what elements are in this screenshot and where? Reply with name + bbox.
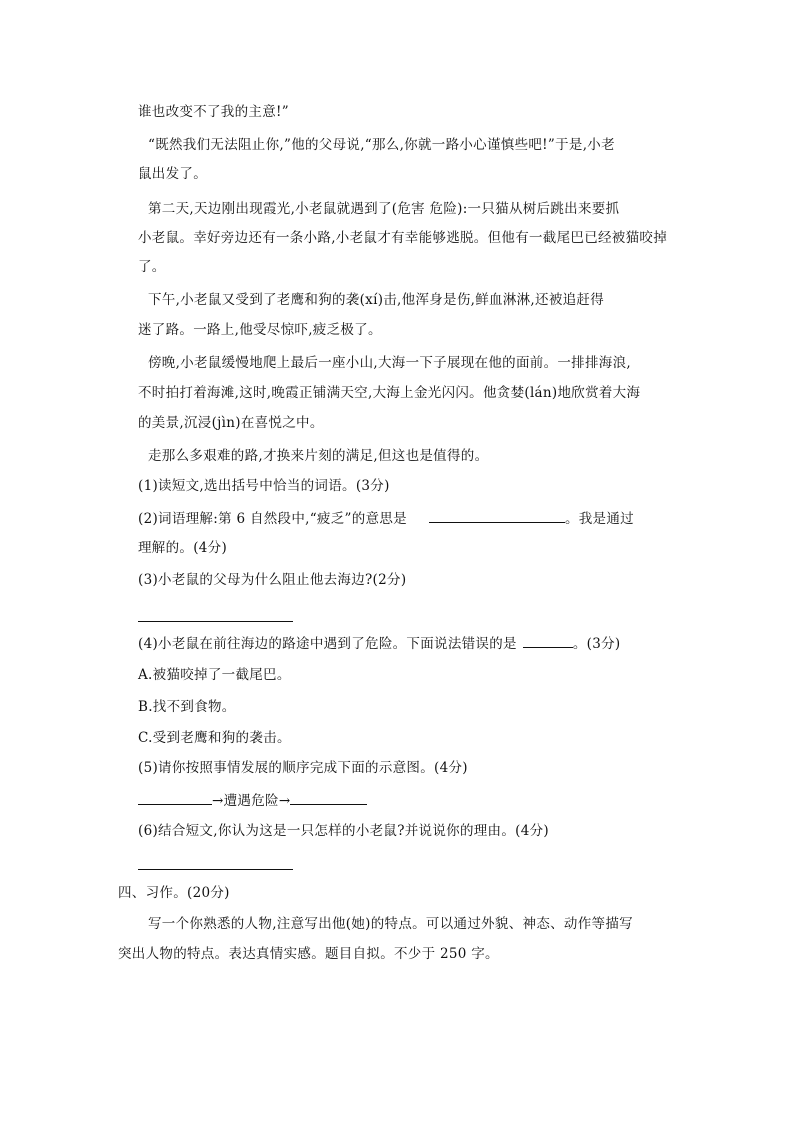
- story-paragraph-5-line-1: 走那么多艰难的路,才换来片刻的满足,但这也是值得的。: [148, 448, 489, 464]
- arrow-right-icon: →: [278, 793, 291, 809]
- question-4-prompt: (4)小老鼠在前往海边的路途中遇到了危险。下面说法错误的是: [138, 636, 517, 652]
- diagram-step-1-blank[interactable]: [138, 790, 212, 805]
- story-paragraph-2-line-1: 第二天,天边刚出现霞光,小老鼠就遇到了(危害 危险):一只猫从树后跳出来要抓: [148, 201, 620, 217]
- question-3-answer-line[interactable]: [138, 621, 293, 622]
- story-paragraph-4-line-1: 傍晚,小老鼠缓慢地爬上最后一座小山,大海一下子展现在他的面前。一排排海浪,: [148, 355, 631, 371]
- story-paragraph-0-line-1: 谁也改变不了我的主意!”: [138, 104, 289, 120]
- question-2-answer-blank[interactable]: [429, 508, 565, 523]
- story-paragraph-4-line-2: 不时拍打着海滩,这时,晚霞正铺满天空,大海上金光闪闪。他贪婪(lán)地欣赏着大海: [138, 385, 641, 401]
- story-paragraph-3-line-1: 下午,小老鼠又受到了老鹰和狗的袭(xí)击,他浑身是伤,鲜血淋淋,还被追赶得: [148, 292, 605, 308]
- question-4-option-c: C.受到老鹰和狗的袭击。: [138, 730, 291, 746]
- section-4-instructions-line-2: 突出人物的特点。表达真情实感。题目自拟。不少于 250 字。: [118, 946, 499, 962]
- question-4-suffix: 。(3分): [572, 636, 621, 652]
- section-4-instructions-line-1: 写一个你熟悉的人物,注意写出他(她)的特点。可以通过外貌、神态、动作等描写: [148, 916, 633, 932]
- question-4: [138, 633, 620, 654]
- question-4-option-b: B.找不到食物。: [138, 699, 236, 715]
- story-paragraph-4-line-3: 的美景,沉浸(jìn)在喜悦之中。: [138, 415, 324, 431]
- story-paragraph-2-line-3: 了。: [138, 259, 166, 275]
- question-4-option-a: A.被猫咬掉了一截尾巴。: [138, 667, 291, 683]
- question-5: (5)请你按照事情发展的顺序完成下面的示意图。(4分): [138, 760, 468, 776]
- question-5-diagram: [138, 790, 367, 811]
- question-2-line-2: 理解的。(4分): [138, 540, 228, 556]
- story-paragraph-3-line-2: 迷了路。一路上,他受尽惊吓,疲乏极了。: [138, 322, 382, 338]
- story-paragraph-1-line-2: 鼠出发了。: [138, 166, 207, 182]
- question-1: (1)读短文,选出括号中恰当的词语。(3分): [138, 478, 390, 494]
- question-4-answer-blank[interactable]: [523, 633, 573, 648]
- question-6-answer-line[interactable]: [138, 869, 293, 870]
- question-3: (3)小老鼠的父母为什么阻止他去海边?(2分): [138, 572, 407, 588]
- diagram-step-3-blank[interactable]: [290, 790, 367, 805]
- question-2-prompt: (2)词语理解:第 6 自然段中,“疲乏”的意思是: [138, 511, 407, 527]
- arrow-right-icon: →: [212, 793, 224, 809]
- story-paragraph-1-line-1: “既然我们无法阻止你,”他的父母说,“那么,你就一路小心谨慎些吧!”于是,小老: [148, 137, 615, 153]
- diagram-step-2: 遭遇危险: [223, 793, 279, 809]
- question-2-suffix: 。我是通过: [564, 511, 634, 527]
- section-4-heading: 四、习作。(20分): [118, 885, 230, 901]
- story-paragraph-2-line-2: 小老鼠。幸好旁边还有一条小路,小老鼠才有幸能够逃脱。但他有一截尾巴已经被猫咬掉: [138, 230, 667, 246]
- question-2-line-1: [138, 508, 634, 529]
- question-6: (6)结合短文,你认为这是一只怎样的小老鼠?并说说你的理由。(4分): [138, 823, 549, 839]
